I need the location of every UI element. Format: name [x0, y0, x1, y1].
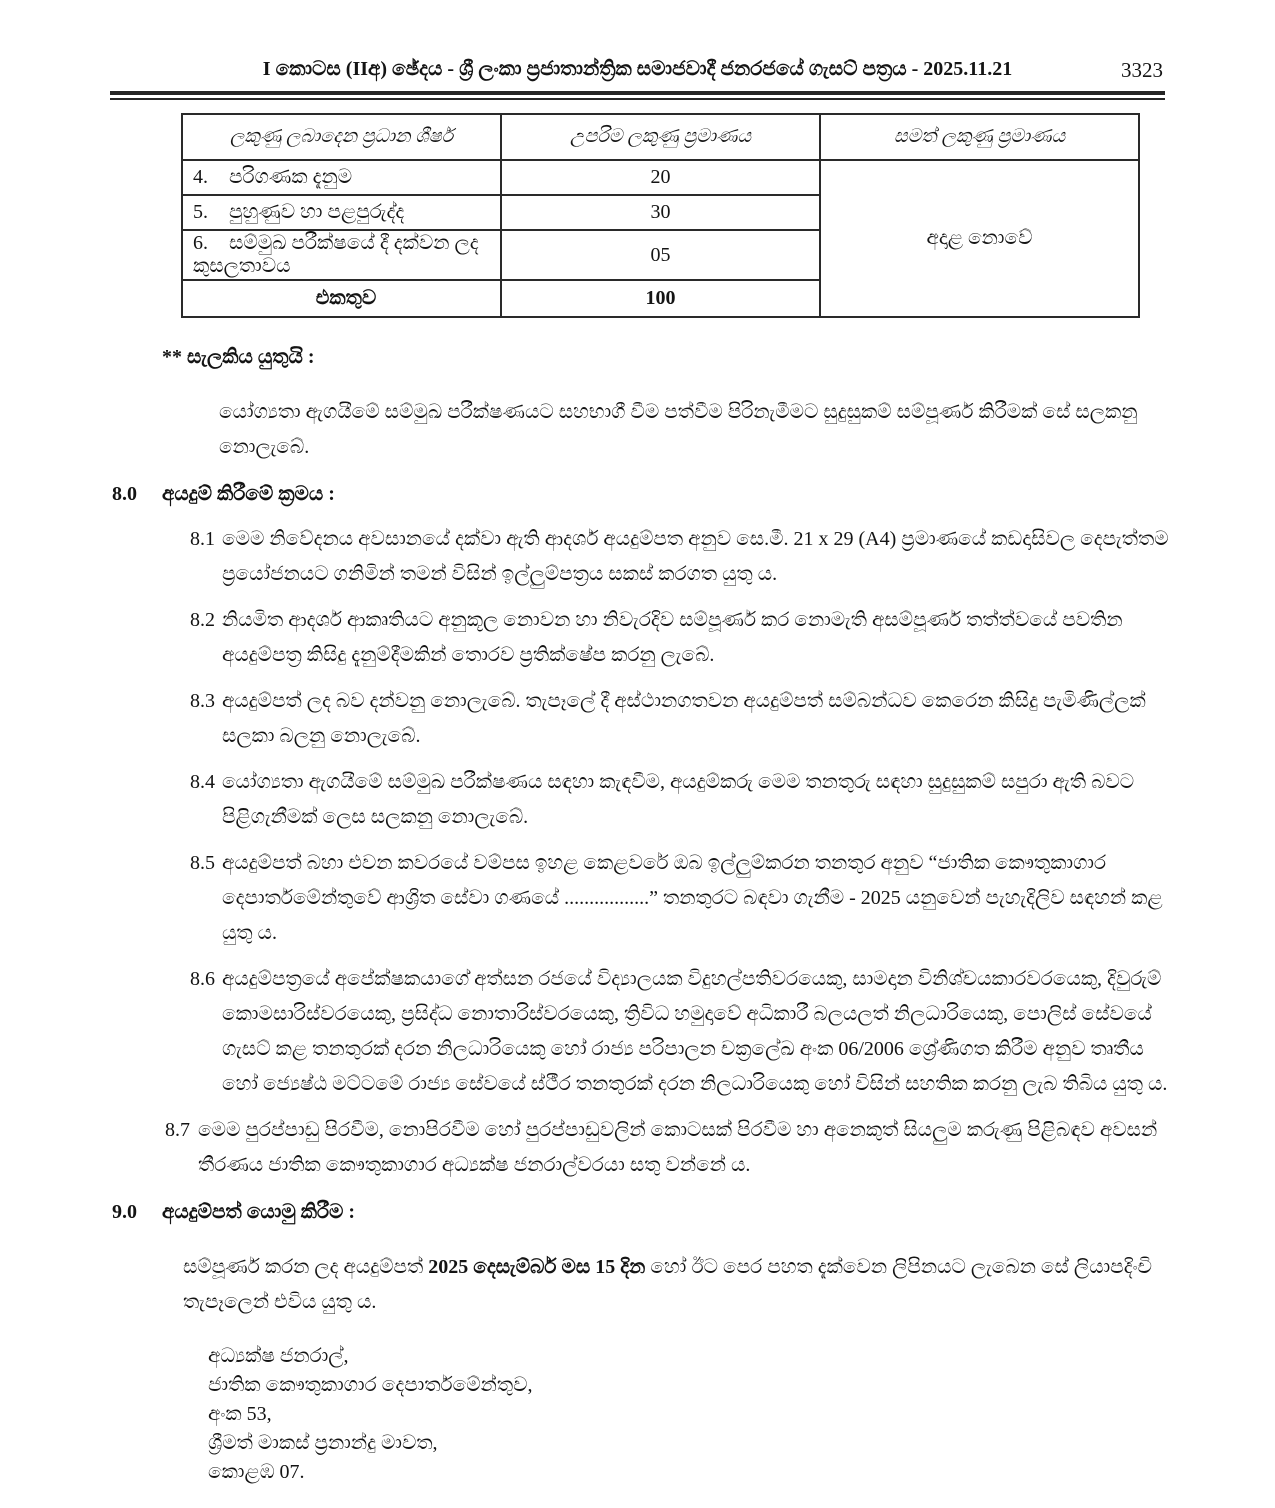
- total-value: 100: [501, 280, 820, 317]
- row-number: 6.: [193, 232, 208, 254]
- list-item-8-3: [190, 684, 1169, 754]
- row-label: පරිගණක දැනුම: [229, 166, 353, 188]
- item-text: යෝග්‍යතා ඇගයීමේ සම්මුඛ පරීක්ෂණය සඳහා කැඳවීම, අයදුම්කරු මෙම තනතුරු සඳහා සුදුසුකම් සපුරා ඇති බවට පිළිගැනීමක් ලෙස සලකනු නොලැබේ.: [222, 771, 1135, 828]
- address-line: ශ්‍රීමත් මාකස් ප්‍රනාන්දු මාවත,: [208, 1432, 438, 1454]
- note-body: යෝග්‍යතා ඇගයීමේ සම්මුඛ පරීක්ෂණයට සහභාගී වීම පත්වීම පිරිනැමීමට සුදුසුකම් සම්පූර්ණ කිරීමක් සේ සලකනු නොලැබේ.: [219, 401, 1138, 458]
- row-number: 4.: [193, 166, 208, 188]
- section-8-heading: [112, 483, 1275, 506]
- row-label: පුහුණුව හා පළපුරුද්ද: [229, 201, 405, 223]
- item-number: 8.3: [190, 690, 215, 712]
- address-line: අංක 53,: [208, 1403, 272, 1425]
- item-text: මෙම නිවේදනය අවසානයේ දක්වා ඇති ආදර්ශ අයදුම්පත අනුව සෙ.මී. 21 x 29 (A4) ප්‍රමාණයේ කඩදාසිවල දෙපැත්තම ප්‍රයෝජනයට ගනිමින් තමන් විසින් ඉල්ලුම්පත්‍රය සකස් කරගත යුතු ය.: [222, 528, 1169, 585]
- item-number: 8.1: [190, 528, 215, 550]
- item-text: අයදුම්පත් බහා එවන කවරයේ වම්පස ඉහළ කෙළවරේ ඔබ ඉල්ලුම්කරන තනතුර අනුව “ජාතික කෞතුකාගාර දෙපාර්තමේන්තුවේ ආශ්‍රිත සේවා ගණයේ .................” තනතුරට බඳවා ගැනීම - 2025 යනුවෙන් පැහැදිලිව සඳහන් කළ යුතු ය.: [222, 852, 1163, 944]
- section-number: 9.0: [112, 1201, 137, 1223]
- item-text: නියමිත ආදර්ශ ආකෘතියට අනුකූල නොවන හා නිවැරදිව සම්පූර්ණ කර නොමැති අසම්පූර්ණ තත්ත්වයේ පවතින අයදුම්පත්‍ර කිසිදු දැනුම්දීමකින් තොරව ප්‍රතික්ෂේප කරනු ලැබේ.: [222, 609, 1123, 666]
- item-number: 8.6: [190, 968, 215, 990]
- postal-address: [208, 1342, 1275, 1487]
- submission-text-suffix: හෝ ඊට පෙර පහත දැක්වෙන ලිපිනයට ලැබෙන සේ ලියාපදිංචි තැපෑලෙන් එවිය යුතු ය.: [183, 1256, 1153, 1313]
- gazette-title: I කොටස (IIඅ) ඡේදය - ශ්‍රී ලංකා ප්‍රජාතාන්ත්‍රික සමාජවාදී ජනරජයේ ගැසට් පත්‍රය - 2025.11.21: [262, 58, 1013, 80]
- item-number: 8.5: [190, 852, 215, 874]
- list-item-8-7: [165, 1113, 1169, 1183]
- item-number: 8.4: [190, 771, 215, 793]
- pass-marks-note: අදාළ නොවේ: [820, 160, 1139, 317]
- list-item-8-2: [190, 603, 1169, 673]
- item-text: අයදුම්පත්‍රයේ අපේක්ෂකයාගේ අත්සන රජයේ විද්‍යාලයක විදුහල්පතිවරයෙකු, සාමදාන විනිශ්චයකාරවරයෙකු, දිවුරුම් කොමසාරිස්වරයෙකු, ප්‍රසිද්ධ නොතාරිස්වරයෙකු, ත්‍රිවිධ හමුදාවේ අධිකාරී බලයලත් නිලධාරියෙකු, පොලිස් සේවයේ ගැසට් කළ තනතුරක් දරන නිලධාරියෙකු හෝ රාජ්‍ය පරිපාලන චක්‍රලේඛ අංක 06/2006 ශ්‍රේණිගත කිරීම අනුව තෘතීය හෝ ජ්‍යෙෂ්ඨ මට්ටමේ රාජ්‍ය සේවයේ ස්ථීර තනතුරක් දරන නිලධාරියෙකු හෝ විසින් සහතික කරනු ලැබ තිබිය යුතු ය.: [222, 968, 1168, 1095]
- address-line: කොළඹ 07.: [208, 1461, 305, 1483]
- row-label: සම්මුඛ පරීක්ෂයේ දී දක්වන ලද කුසලතාවය: [193, 232, 479, 277]
- col-header-main-headings: ලකුණු ලබාදෙන ප්‍රධාන ශීර්ෂ: [182, 114, 501, 160]
- item-text: අයදුම්පත් ලද බව දන්වනු නොලැබේ. තැපෑලේ දී අස්ථානගතවන අයදුම්පත් සම්බන්ධව කෙරෙන කිසිදු පැමිණිල්ලක් සලකා බලනු නොලැබේ.: [222, 690, 1146, 747]
- section-9-heading: [112, 1201, 1275, 1224]
- col-header-pass-marks: සමත් ලකුණු ප්‍රමාණය: [820, 114, 1139, 160]
- row-max-marks: 05: [501, 230, 820, 280]
- page-number: 3323: [1121, 58, 1163, 82]
- row-max-marks: 20: [501, 160, 820, 195]
- row-number: 5.: [193, 201, 208, 223]
- header-rule: [110, 91, 1165, 100]
- note-heading: ** සැලකිය යුතුයි :: [162, 346, 315, 368]
- section-title: අයදුම්පත් යොමු කිරීම :: [162, 1201, 356, 1223]
- table-header-row: [182, 114, 1139, 160]
- list-item-8-1: [190, 522, 1169, 592]
- address-line: ජාතික කෞතුකාගාර දෙපාර්තමේන්තුව,: [208, 1374, 533, 1396]
- submission-text-prefix: සම්පූර්ණ කරන ලද අයදුම්පත්: [183, 1256, 429, 1278]
- table-row: [182, 160, 1139, 195]
- list-item-8-5: [190, 846, 1169, 951]
- item-number: 8.7: [165, 1119, 190, 1141]
- address-line: අධ්‍යක්ෂ ජනරාල්,: [208, 1345, 349, 1367]
- row-max-marks: 30: [501, 195, 820, 230]
- total-label: එකතුව: [182, 280, 501, 317]
- gazette-header: [0, 0, 1275, 82]
- item-number: 8.2: [190, 609, 215, 631]
- section-number: 8.0: [112, 483, 137, 505]
- list-item-8-4: [190, 765, 1169, 835]
- list-item-8-6: [190, 962, 1169, 1102]
- item-text: මෙම පුරප්පාඩු පිරවීම, නොපිරවීම හෝ පුරප්පාඩුවලින් කොටසක් පිරවීම හා අනෙකුත් සියලුම කරුණු පිළිබඳව අවසන් තීරණය ජාතික කෞතුකාගාර අධ්‍යක්ෂ ජනරාල්වරයා සතු වන්නේ ය.: [198, 1119, 1158, 1176]
- marks-table: [181, 113, 1140, 318]
- submission-deadline: 2025 දෙසැම්බර් මස 15 දින: [428, 1256, 646, 1278]
- col-header-max-marks: උපරිම ලකුණු ප්‍රමාණය: [501, 114, 820, 160]
- submission-paragraph: [183, 1250, 1167, 1320]
- section-title: අයදුම් කිරීමේ ක්‍රමය :: [162, 483, 335, 505]
